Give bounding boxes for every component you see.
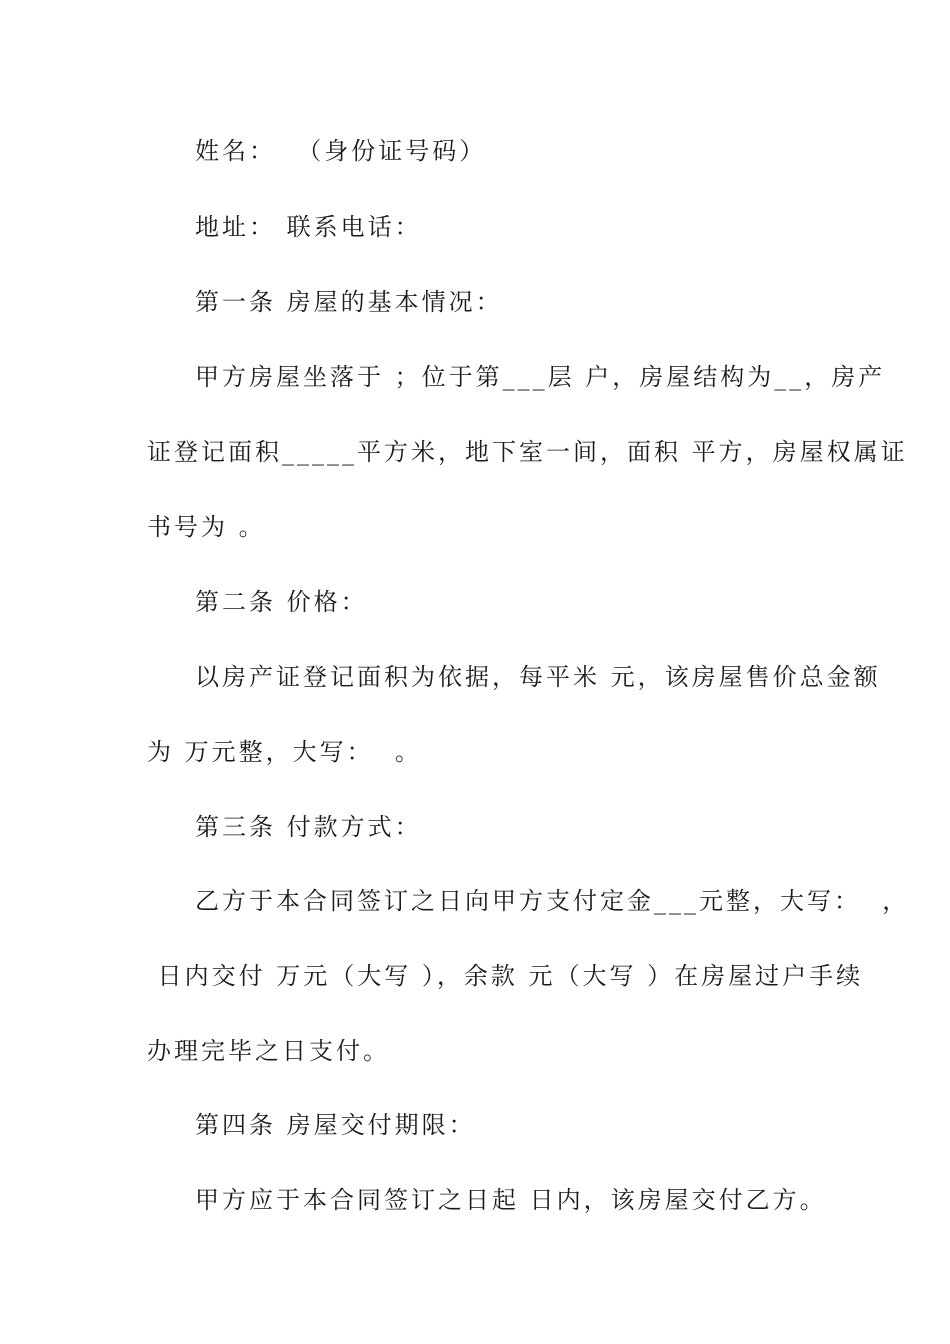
article-two-heading: 第二条 价格： — [195, 588, 368, 616]
article-one-text-line-3: 书号为 。 — [147, 513, 266, 541]
article-one-text-line-1: 甲方房屋坐落于 ；位于第___层 户，房屋结构为__，房产 — [195, 363, 886, 391]
article-three-text-line-2: 日内交付 万元（大写 ），余款 元（大写 ）在房屋过户手续 — [147, 962, 864, 990]
article-four-text-line-1: 甲方应于本合同签订之日起 日内，该房屋交付乙方。 — [195, 1186, 827, 1214]
article-three-text-line-1: 乙方于本合同签订之日向甲方支付定金___元整，大写： ， — [195, 887, 910, 915]
address-phone-line: 地址： 联系电话： — [195, 213, 422, 241]
article-four-heading: 第四条 房屋交付期限： — [195, 1111, 476, 1139]
article-one-heading: 第一条 房屋的基本情况： — [195, 288, 503, 316]
article-one-text-line-2: 证登记面积_____平方米，地下室一间，面积 平方，房屋权属证 — [147, 438, 908, 466]
article-three-text-line-3: 办理完毕之日支付。 — [147, 1037, 390, 1065]
article-two-text-line-2: 为 万元整，大写： 。 — [147, 738, 422, 766]
article-two-text-line-1: 以房产证登记面积为依据，每平米 元，该房屋售价总金额 — [195, 663, 881, 691]
name-id-line: 姓名： （身份证号码） — [195, 137, 487, 165]
article-three-heading: 第三条 付款方式： — [195, 813, 422, 841]
